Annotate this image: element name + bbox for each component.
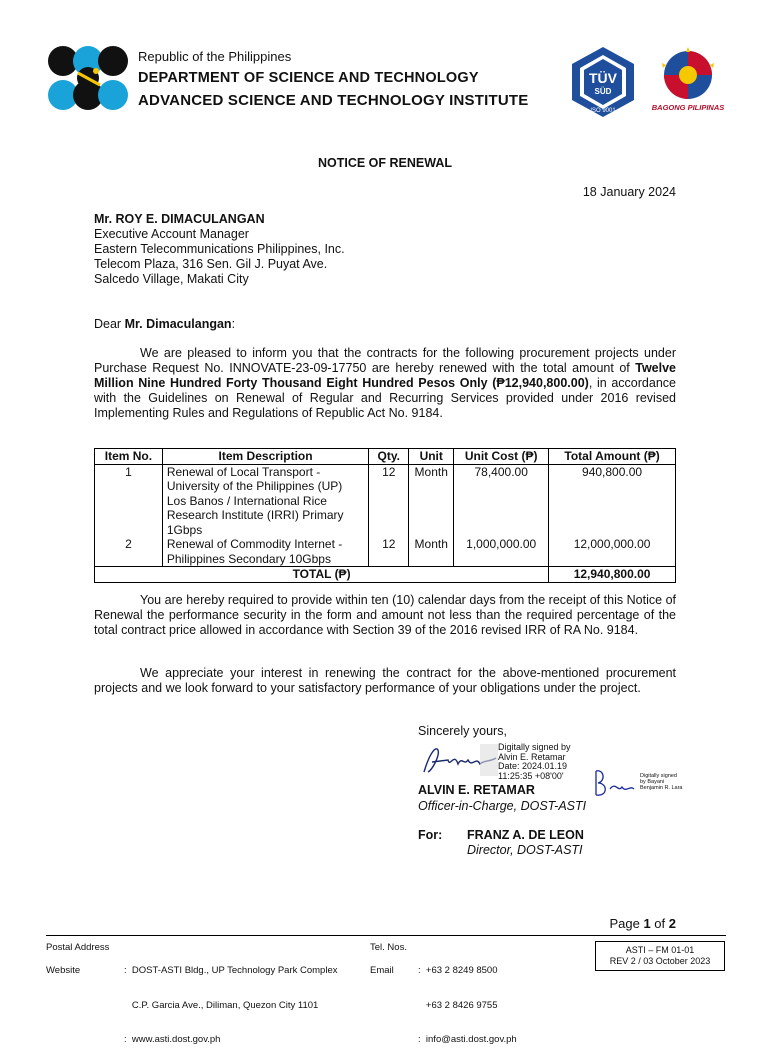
tuv-mid-text: SÜD — [594, 87, 612, 96]
cell-unit-cost: 1,000,000.00 — [454, 537, 549, 567]
cell-unit: Month — [409, 537, 454, 567]
form-code-box — [595, 941, 725, 971]
col-header: Item No. — [95, 449, 163, 465]
director-name: FRANZ A. DE LEON — [467, 828, 584, 842]
table-total-row — [95, 567, 676, 583]
tuv-iso-logo — [566, 45, 640, 119]
digital-line: by Bayani — [640, 779, 665, 785]
footer-phone: +63 2 8426 9755 — [418, 999, 498, 1011]
footer-website[interactable]: : www.asti.dost.gov.ph — [124, 1034, 221, 1045]
form-revision: REV 2 / 03 October 2023 — [609, 956, 711, 966]
footer-label — [370, 954, 407, 966]
col-header: Unit — [409, 449, 454, 465]
cell-item-no: 1 — [95, 464, 163, 537]
second-signature — [590, 767, 638, 801]
table-header-row — [95, 449, 676, 465]
footer-label: Website — [46, 965, 81, 976]
footer-contact-values — [418, 942, 517, 1057]
cell-unit-cost: 78,400.00 — [454, 464, 549, 537]
footer-values — [124, 942, 338, 1057]
digital-line: Digitally signed by — [498, 742, 571, 752]
digital-line: Alvin E. Retamar — [498, 751, 566, 762]
republic-label: Republic of the Philippines — [138, 49, 292, 64]
handwritten-signature — [420, 742, 500, 778]
salutation-prefix: Dear — [94, 317, 125, 331]
total-value: 12,940,800.00 — [549, 567, 676, 583]
footer-label: Postal Address — [46, 942, 110, 953]
page-of: of — [650, 916, 669, 931]
notice-title: NOTICE OF RENEWAL — [317, 156, 453, 170]
salutation-name: Mr. Dimaculangan — [124, 317, 232, 331]
total-label: TOTAL (₱) — [95, 567, 549, 583]
paragraph-performance-security: You are hereby required to provide within ten (10) calendar days from the receipt of this Notice of Renewal the performance security in the form and amount not less than the required percentage of the total contract price allowed in accordance with Section 39 of the 2016 revised IRR of RA No. 9184. — [94, 593, 676, 637]
cell-description: Renewal of Commodity Internet - Philippines Secondary 10Gbps — [162, 537, 368, 567]
bagong-pilipinas-text: BAGONG PILIPINAS — [651, 103, 725, 112]
salutation-suffix: : — [231, 317, 236, 331]
director-position: Director, DOST-ASTI — [467, 843, 583, 857]
digital-line: 11:25:35 +08'00' — [498, 770, 564, 781]
form-code: ASTI – FM 01-01 — [625, 945, 695, 955]
items-table — [94, 448, 676, 583]
page-number: 1 — [643, 916, 651, 931]
page-prefix: Page — [609, 916, 644, 931]
page-indicator — [609, 916, 676, 931]
paragraph-appreciation: We appreciate your interest in renewing the contract for the above-mentioned procurement projects and we look forward to your satisfactory performance of your obligations under the project. — [94, 666, 676, 695]
digital-line: Digitally signed — [640, 773, 677, 779]
digital-signature-note — [498, 743, 571, 781]
recipient-line: Salcedo Village, Makati City — [94, 272, 249, 286]
for-label: For: — [418, 828, 443, 842]
signatory-name: ALVIN E. RETAMAR — [418, 783, 535, 797]
page-total: 2 — [668, 916, 676, 931]
footer-labels — [46, 942, 109, 977]
recipient-line: Telecom Plaza, 316 Sen. Gil J. Puyat Ave. — [94, 257, 328, 271]
recipient-name: Mr. ROY E. DIMACULANGAN — [94, 212, 265, 226]
digital-signature-note-2 — [640, 773, 683, 791]
p1-amount: Twelve Million Nine Hundred Forty Thousand Eight Hundred Pesos Only (₱12,940,800.00) — [94, 361, 676, 390]
cell-qty: 12 — [369, 537, 409, 567]
digital-line: Benjamin R. Lara — [640, 785, 683, 791]
p1-text-b: , in accordance with the Guidelines on Renewal of Regular and Recurring Services provided under 2016 revised Implementing Rules and Regulations of Republic Act No. 9184. — [94, 376, 676, 420]
cell-description: Renewal of Local Transport - University of the Philippines (UP) Los Banos / International Rice Research Institute (IRRI) Primary 1Gbps — [162, 464, 368, 537]
p1-text-a: We are pleased to inform you that the contracts for the following procurement projects under Purchase Request No. INNOVATE-23-09-17750 are hereby renewed with the total amount of — [94, 346, 676, 375]
table-row — [95, 464, 676, 537]
cell-item-no: 2 — [95, 537, 163, 567]
dost-logo — [46, 45, 130, 113]
cell-unit: Month — [409, 464, 454, 537]
digital-line: Date: 2024.01.19 — [498, 761, 568, 771]
cell-qty: 12 — [369, 464, 409, 537]
cell-total: 12,000,000.00 — [549, 537, 676, 567]
col-header: Unit Cost (₱) — [454, 449, 549, 465]
footer-label: Email — [370, 965, 394, 976]
col-header: Total Amount (₱) — [549, 449, 676, 465]
letter-date: 18 January 2024 — [582, 185, 676, 199]
tuv-top-text: TÜV — [589, 70, 617, 86]
recipient-line: Eastern Telecommunications Philippines, Inc. — [94, 242, 345, 256]
col-header: Qty. — [369, 449, 409, 465]
tuv-bottom-text: ISO 9001 — [590, 108, 616, 114]
footer-label — [46, 954, 109, 966]
recipient-address — [94, 212, 345, 287]
footer-label: Tel. Nos. — [370, 942, 407, 953]
footer-email[interactable]: : info@asti.dost.gov.ph — [418, 1034, 517, 1045]
signatory-position: Officer-in-Charge, DOST-ASTI — [418, 799, 587, 813]
footer-value: : DOST-ASTI Bldg., UP Technology Park Complex — [124, 965, 338, 976]
col-header: Item Description — [162, 449, 368, 465]
cell-total: 940,800.00 — [549, 464, 676, 537]
salutation — [94, 317, 235, 331]
footer-phone: : +63 2 8249 8500 — [418, 965, 498, 976]
institute-name: ADVANCED SCIENCE AND TECHNOLOGY INSTITUTE — [138, 92, 529, 109]
footer-contact-labels — [370, 942, 407, 977]
table-row — [95, 537, 676, 567]
footer-divider — [46, 935, 726, 936]
recipient-line: Executive Account Manager — [94, 227, 249, 241]
paragraph-renewal — [94, 346, 676, 421]
footer-value: C.P. Garcia Ave., Diliman, Quezon City 1101 — [124, 999, 319, 1011]
department-name: DEPARTMENT OF SCIENCE AND TECHNOLOGY — [138, 70, 479, 86]
closing: Sincerely yours, — [418, 724, 507, 738]
